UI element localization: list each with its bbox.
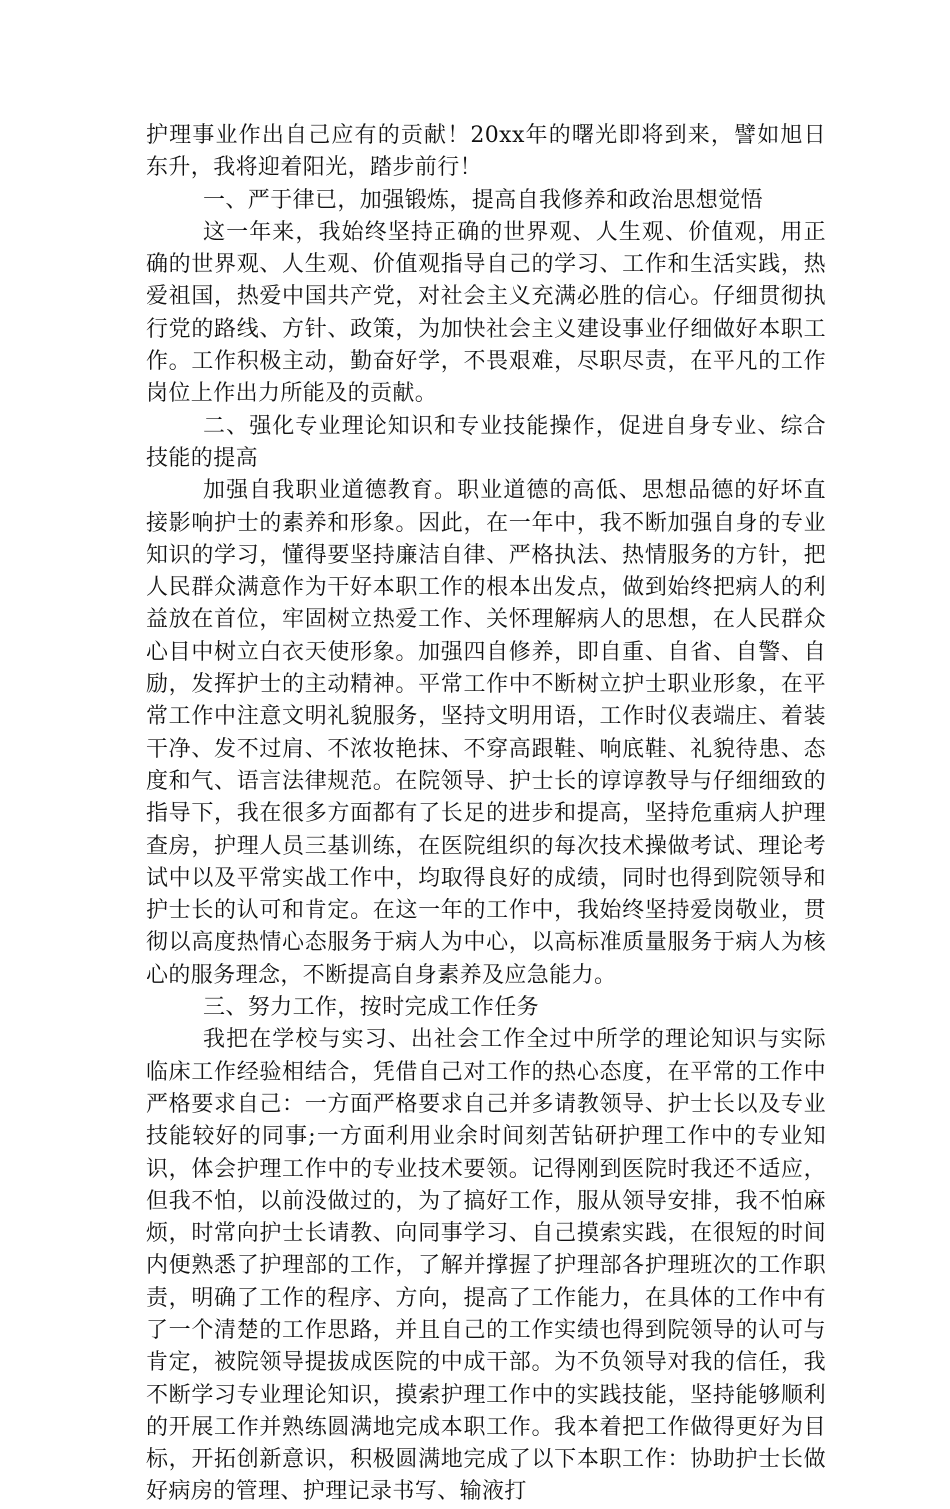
- paragraph-section-1: 这一年来，我始终坚持正确的世界观、人生观、价值观，用正确的世界观、人生观、价值观指导自己的学习、工作和生活实践，热爱祖国，热爱中国共产党，对社会主义充满必胜的信心。仔细贯彻执行党的路线、方针、政策，为加快社会主义建设事业仔细做好本职工作。工作积极主动，勤奋好学，不畏艰难，尽职尽责，在平凡的工作岗位上作出力所能及的贡献。: [146, 219, 826, 407]
- paragraph-section-2: 加强自我职业道德教育。职业道德的高低、思想品德的好坏直接影响护士的素养和形象。因此，在一年中，我不断加强自身的专业知识的学习，懂得要坚持廉洁自律、严格执法、热情服务的方针，把人民群众满意作为干好本职工作的根本出发点，做到始终把病人的利益放在首位，牢固树立热爱工作、关怀理解病人的思想，在人民群众心目中树立白衣天使形象。加强四自修养，即自重、自省、自警、自励，发挥护士的主动精神。平常工作中不断树立护士职业形象，在平常工作中注意文明礼貌服务，坚持文明用语，工作时仪表端庄、着装干净、发不过肩、不浓妆艳抹、不穿高跟鞋、响底鞋、礼貌待患、态度和气、语言法律规范。在院领导、护士长的谆谆教导与仔细细致的指导下，我在很多方面都有了长足的进步和提高，坚持危重病人护理查房，护理人员三基训练，在医院组织的每次技术操做考试、理论考试中以及平常实战工作中，均取得良好的成绩，同时也得到院领导和护士长的认可和肯定。在这一年的工作中，我始终坚持爱岗敬业，贯彻以高度热情心态服务于病人为中心，以高标准质量服务于病人为核心的服务理念，不断提高自身素养及应急能力。: [146, 478, 826, 988]
- paragraph-continuation: 护理事业作出自己应有的贡献！20xx年的曙光即将到来，譬如旭日东升，我将迎着阳光，踏步前行！: [146, 123, 826, 181]
- section-heading-2: 二、强化专业理论知识和专业技能操作，促进自身专业、综合技能的提高: [146, 413, 826, 471]
- document-body: [146, 120, 826, 1509]
- section-heading-3: 三、努力工作，按时完成工作任务: [203, 995, 540, 1021]
- section-heading-1: 一、严于律已，加强锻炼，提高自我修养和政治思想觉悟: [203, 187, 764, 213]
- paragraph-section-3: 我把在学校与实习、出社会工作全过中所学的理论知识与实际临床工作经验相结合，凭借自己对工作的热心态度，在平常的工作中严格要求自己：一方面严格要求自己并多请教领导、护士长以及专业技能较好的同事;一方面利用业余时间刻苦钻研护理工作中的专业知识，体会护理工作中的专业技术要领。记得刚到医院时我还不适应，但我不怕，以前没做过的，为了搞好工作，服从领导安排，我不怕麻烦，时常向护士长请教、向同事学习、自己摸索实践，在很短的时间内便熟悉了护理部的工作，了解并撑握了护理部各护理班次的工作职责，明确了工作的程序、方向，提高了工作能力，在具体的工作中有了一个清楚的工作思路，并且自己的工作实绩也得到院领导的认可与肯定，被院领导提拔成医院的中成干部。为不负领导对我的信任，我不断学习专业理论知识，摸索护理工作中的实践技能，坚持能够顺利的开展工作并熟练圆满地完成本职工作。我本着把工作做得更好为目标，开拓创新意识，积极圆满地完成了以下本职工作：协助护士长做好病房的管理、护理记录书写、输液打: [146, 1027, 826, 1505]
